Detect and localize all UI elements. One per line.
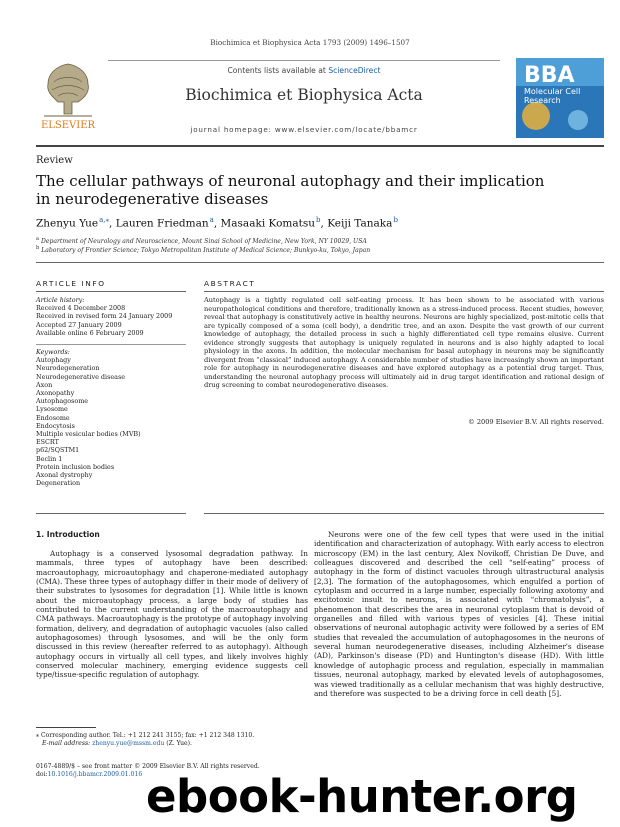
history-item: Received 4 December 2008 [36,304,126,313]
journal-title: Biochimica et Biophysica Acta [185,86,423,104]
affiliation [36,245,370,254]
body-column-left [36,549,308,680]
cover-subtitle-2: Research [524,96,561,105]
article-info-header: ARTICLE INFO [36,279,106,288]
footnote-rule [36,727,96,728]
keyword-list [36,356,186,487]
history-item: Accepted 27 January 2009 [36,320,122,329]
author-name[interactable]: Masaaki Komatsu [220,217,315,230]
doi-label: doi: [36,771,48,778]
author-name[interactable]: Zhenyu Yue [36,217,99,230]
keyword: Beclin 1 [36,454,63,463]
keyword: Autophagosome [36,397,89,406]
journal-homepage[interactable]: journal homepage: www.elsevier.com/locate/bbamcr [190,125,418,134]
footnote-contact: Corresponding author. Tel.: +1 212 241 3155; fax: +1 212 348 1310. [40,732,255,739]
keyword: Autophagy [36,356,71,365]
keyword: Axonal dystrophy [36,471,93,480]
history-list [36,304,186,337]
elsevier-logo [36,58,100,132]
divider [36,291,186,292]
abstract-text: Autophagy is a tightly regulated cell self-eating process. It has been shown to be associated with various neuropathological conditions and therefore, traditionally known as a stress-induced process. Recent studies, however, reveal that autophagy is constitutively active in healthy neurons. Neurons are highly specialized, post-mitotic cells that are typically composed of a soma (cell body), a dendritic tree, and an axon. Despite the vast growth of our current knowledge of autophagy, the detailed process in such a highly differentiated cell type remains elusive. Current evidence strongly suggests that autophagy is uniquely regulated in neurons and is also highly adapted to local physiology in the axons. In addition, the molecular mechanism for basal autophagy in neurons may be significantly divergent from “classical” induced autophagy. A considerable number of studies have increasingly shown an important role for autophagy in neurodegenerative diseases and have explored autophagy as a potential drug target. Thus, understanding the neuronal autophagy process will ultimately aid in drug target identification and rational design of drug screening to combat neurodegenerative diseases. [204,296,604,389]
doi-link[interactable]: 10.1016/j.bbamcr.2009.01.016 [47,771,143,778]
paragraph: Autophagy is a conserved lysosomal degradation pathway. In mammals, three types of autophagy have been described: macroautophagy, microautophagy and chaperone-mediated autophagy (CMA). These three types of autophagy differ in their mode of delivery of their substrates to lysosomes for degradation [1]. While little is known about the microautophagy process, a large body of studies has contributed to the current understanding of the macroautophagy and CMA pathways. Macroautophagy is the prototype of autophagy involving formation, delivery, and degradation of autophagic vacuoles (also called autophagosomes) through lysosomes, and will be the only form discussed in this review (hereafter referred to as autophagy). Although autophagy occurs in virtually all cell types, and likely involves highly conserved molecular machinery, emerging evidence suggests cell type/tissue-specific regulation of autophagy. [36,549,308,680]
elsevier-wordmark: ELSEVIER [40,120,96,131]
author-name[interactable]: Keiji Tanaka [327,217,393,230]
author-list: Zhenyu Yue $^{a,⁎}$, Lauren Friedman $^a$, Masaaki Komatsu $^b$, Keiji Tanaka $^b$ [36,216,398,230]
author-name[interactable]: Lauren Friedman [115,217,209,230]
email-link[interactable]: zhenyu.yue@mssm.edu [92,740,165,747]
issn-line: 0167-4889/$ – see front matter © 2009 Elsevier B.V. All rights reserved. [36,763,260,770]
cover-subtitle-1: Molecular Cell [524,87,581,96]
divider [204,513,604,514]
keywords-label: Keywords: [36,348,70,357]
watermark: ebook-hunter.org [146,770,578,823]
running-header: Biochimica et Biophysica Acta 1793 (2009) 1496–1507 [210,38,410,47]
footnote-mark: ⁎ [36,732,40,739]
affiliation-text: Laboratory of Frontier Science; Tokyo Metropolitan Institute of Medical Science; Bunkyo-ku, Tokyo, Japan [41,247,371,255]
divider [204,291,604,292]
paragraph: Neurons were one of the few cell types that were used in the initial identification and characterization of autophagy. With early access to electron microscopy (EM) in the last century, Alex Novikoff, Christian De Duve, and colleagues discovered and described the cell “self-eating” process of autophagy in the form of distinct vacuoles through ultrastructural analysis [2,3]. The formation of the autophagosomes, which engulfed a portion of cytoplasm and occurred in a large number, especially following axotomy and excitotoxic insult to neurons, is associated with “chromatolysis”, a phenomenon that describes the area in neuronal cytoplasm that is devoid of organelles and filled with various types of vesicles [4]. These initial observations of neuronal autophagic activity were followed by a series of EM studies that revealed the accumulation of autophagosomes in the neurons of several human neurodegenerative diseases, including Alzheimer's disease (AD), Parkinson's disease (PD) and Huntington's disease (HD). With little knowledge of autophagic process and regulation, especially in mammalian tissues, neuronal autophagy, marked by elevated levels of autophagosomes, was viewed traditionally as a cellular mechanism that was highly destructive, and therefore was suspected to be a driving force in cell death [5]. [314,530,604,698]
contents-line [108,66,500,75]
history-item: Available online 6 February 2009 [36,328,144,337]
email-label: E-mail address: [42,740,91,747]
section-heading: 1. Introduction [36,530,100,539]
divider [36,513,186,514]
journal-cover [516,58,604,138]
keyword: Axonopathy [36,389,75,398]
contents-prefix: Contents lists available at [227,66,329,75]
keyword: Axon [36,380,53,389]
author-affiliation-mark[interactable]: b [316,216,321,224]
affiliation-text: Department of Neurology and Neuroscience, Mount Sinai School of Medicine, New York, NY 10029, USA [40,238,367,246]
keyword: Lysosome [36,405,68,414]
sciencedirect-link[interactable]: ScienceDirect [328,66,381,75]
article-title: The cellular pathways of neuronal autophagy and their implication in neurodegenerative diseases [36,172,545,208]
affiliation-mark: a [36,236,40,242]
cover-title: BBA [524,63,575,88]
keyword: Multiple vesicular bodies (MVB) [36,430,141,439]
affiliation [36,236,367,245]
divider [36,262,604,263]
keyword: Endocytosis [36,421,75,430]
author-affiliation-mark[interactable]: a [209,216,214,224]
affiliation-mark: b [36,245,40,251]
history-label: Article history: [36,296,85,304]
author-affiliation-mark[interactable]: b [393,216,398,224]
author-affiliation-mark[interactable]: a,⁎ [99,216,110,224]
body-column-right [314,530,604,698]
footnote [36,732,306,748]
article-type: Review [36,155,73,166]
keyword: Neurodegenerative disease [36,372,126,381]
keyword: Protein inclusion bodies [36,462,115,471]
keyword: Degeneration [36,479,81,488]
history-item: Received in revised form 24 January 2009 [36,312,173,321]
copyright: © 2009 Elsevier B.V. All rights reserved. [468,418,604,426]
article-info [36,296,186,487]
keyword: ESCRT [36,438,59,447]
keyword: p62/SQSTM1 [36,446,80,455]
keyword: Neurodegeneration [36,364,100,373]
header-rule [36,145,604,147]
email-suffix: (Z. Yue). [166,740,192,747]
keyword: Endosome [36,413,70,422]
abstract-header: ABSTRACT [204,279,256,288]
